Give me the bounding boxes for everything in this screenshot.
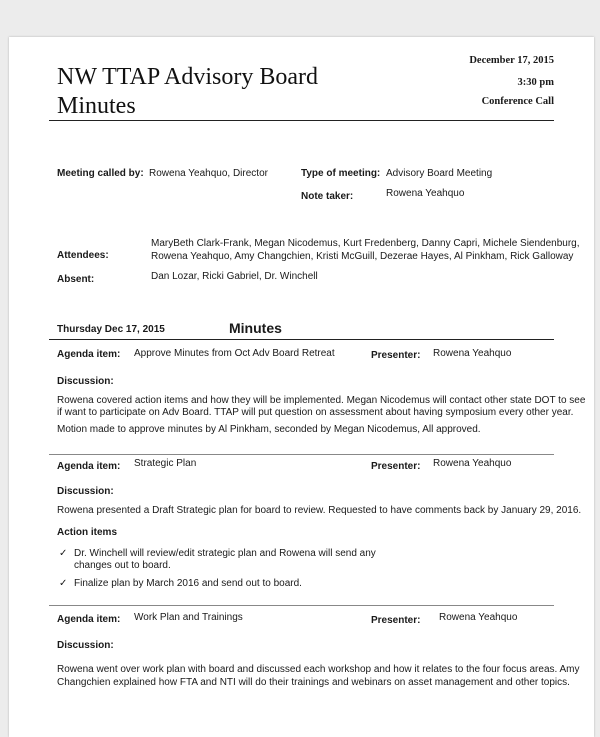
agenda-value-1: Approve Minutes from Oct Adv Board Retreat bbox=[134, 348, 335, 359]
presenter-value-2: Rowena Yeahquo bbox=[433, 458, 512, 469]
discussion-label-2: Discussion: bbox=[57, 486, 114, 497]
section-divider-2 bbox=[49, 605, 554, 606]
minutes-divider bbox=[49, 339, 554, 340]
agenda-value-3: Work Plan and Trainings bbox=[134, 612, 243, 623]
meeting-time: 3:30 pm bbox=[517, 77, 554, 88]
document-page bbox=[9, 37, 594, 737]
header-divider bbox=[49, 120, 554, 121]
meeting-type-label: Type of meeting: bbox=[301, 168, 381, 179]
agenda-value-2: Strategic Plan bbox=[134, 458, 197, 469]
discussion-3-line2: Changchien explained how FTA and NTI will do their trainings and webinars on asset management and other topics. bbox=[57, 677, 570, 688]
section-divider-1 bbox=[49, 454, 554, 455]
doc-title-line2: Minutes bbox=[57, 93, 136, 119]
note-taker-label: Note taker: bbox=[301, 191, 354, 202]
discussion-3-line1: Rowena went over work plan with board and discussed each workshop and how it relates to the four focus areas. Amy bbox=[57, 664, 580, 675]
attendees-label: Attendees: bbox=[57, 250, 109, 261]
action-item-2-line1: Finalize plan by March 2016 and send out to board. bbox=[74, 578, 302, 589]
action-item-1-line2: changes out to board. bbox=[74, 560, 171, 571]
checkmark-icon: ✓ bbox=[59, 548, 68, 559]
meeting-type-value: Advisory Board Meeting bbox=[386, 168, 493, 179]
meeting-location: Conference Call bbox=[481, 96, 554, 107]
presenter-value-3: Rowena Yeahquo bbox=[439, 612, 518, 623]
agenda-label-1: Agenda item: bbox=[57, 349, 121, 360]
called-by-value: Rowena Yeahquo, Director bbox=[149, 168, 268, 179]
presenter-label-3: Presenter: bbox=[371, 615, 421, 626]
discussion-label-1: Discussion: bbox=[57, 376, 114, 387]
presenter-value-1: Rowena Yeahquo bbox=[433, 348, 512, 359]
minutes-heading: Minutes bbox=[229, 320, 282, 336]
meeting-date: December 17, 2015 bbox=[469, 55, 554, 66]
action-items-label: Action items bbox=[57, 527, 118, 538]
attendees-line1: MaryBeth Clark-Frank, Megan Nicodemus, Kurt Fredenberg, Danny Capri, Michele Siendenburg, bbox=[151, 238, 580, 249]
attendees-line2: Rowena Yeahquo, Amy Changchien, Kristi McGuill, Dezerae Hayes, Al Pinkham, Rick Galloway bbox=[151, 251, 574, 262]
absent-value: Dan Lozar, Ricki Gabriel, Dr. Winchell bbox=[151, 271, 318, 282]
agenda-label-3: Agenda item: bbox=[57, 614, 121, 625]
called-by-label: Meeting called by: bbox=[57, 168, 144, 179]
minutes-date: Thursday Dec 17, 2015 bbox=[57, 324, 165, 335]
action-item-1-line1: Dr. Winchell will review/edit strategic plan and Rowena will send any bbox=[74, 548, 376, 559]
agenda-label-2: Agenda item: bbox=[57, 461, 121, 472]
doc-title-line1: NW TTAP Advisory Board bbox=[57, 64, 318, 90]
discussion-1-line1: Rowena covered action items and how they will be implemented. Megan Nicodemus will contact other state DOT to see bbox=[57, 395, 586, 406]
presenter-label-1: Presenter: bbox=[371, 350, 421, 361]
note-taker-value: Rowena Yeahquo bbox=[386, 188, 465, 199]
discussion-2-line1: Rowena presented a Draft Strategic plan for board to review. Requested to have comments back by January 29, 2016. bbox=[57, 505, 582, 516]
discussion-1-line2: if want to participate on Adv Board. TTAP will put question on assessment about having symposium every other year. bbox=[57, 407, 574, 418]
checkmark-icon: ✓ bbox=[59, 578, 68, 589]
discussion-1-line3: Motion made to approve minutes by Al Pinkham, seconded by Megan Nicodemus, All approved. bbox=[57, 424, 481, 435]
discussion-label-3: Discussion: bbox=[57, 640, 114, 651]
absent-label: Absent: bbox=[57, 274, 95, 285]
presenter-label-2: Presenter: bbox=[371, 461, 421, 472]
